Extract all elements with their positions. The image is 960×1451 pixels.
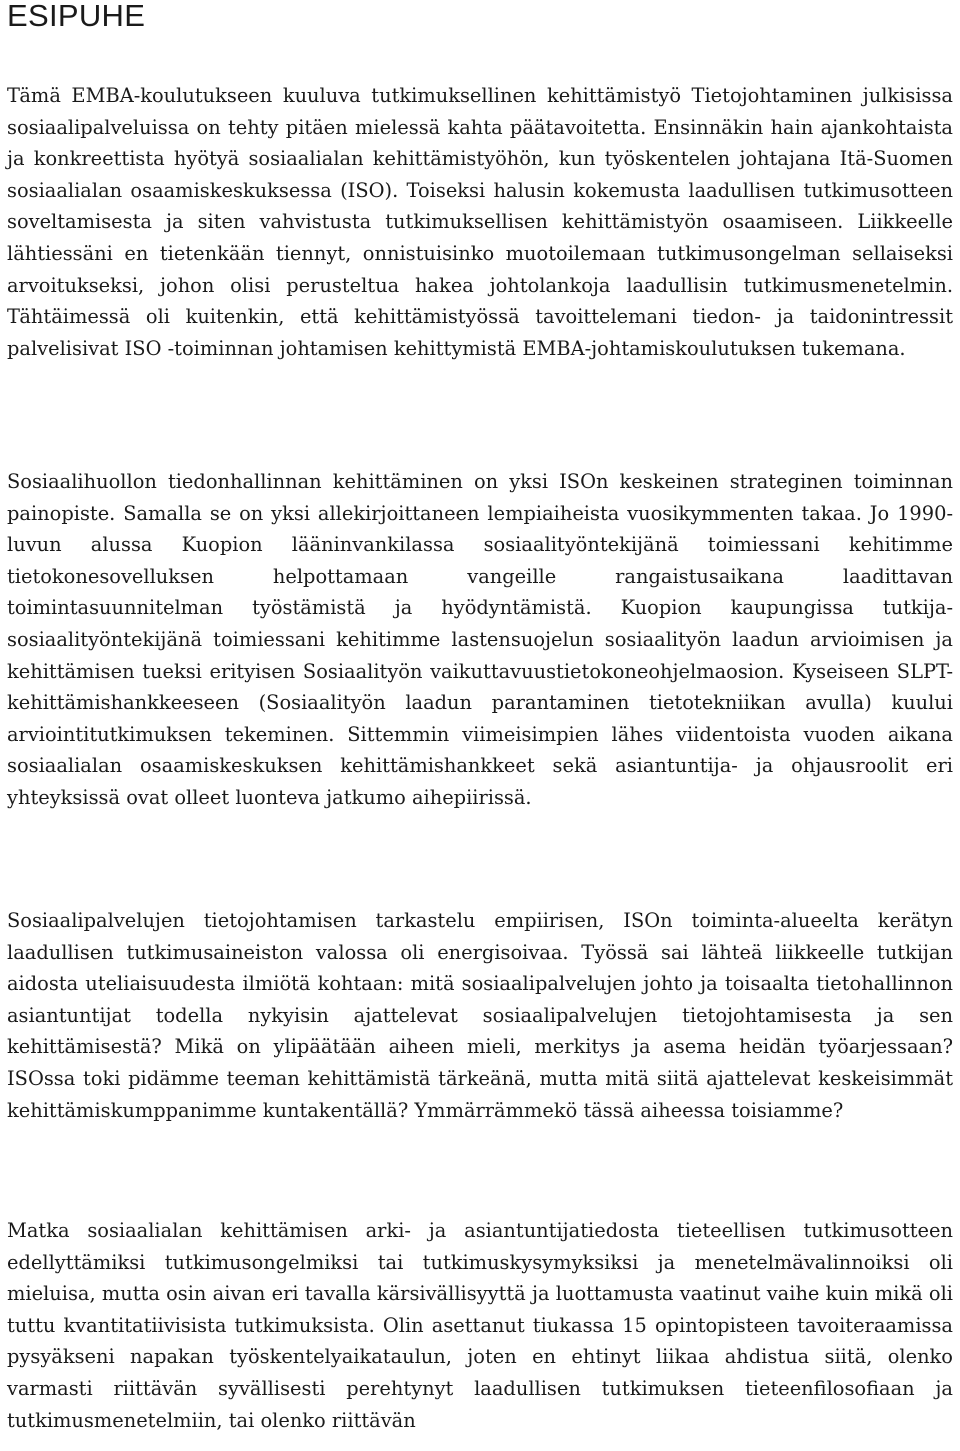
paragraph-research-journey: Matka sosiaalialan kehittämisen arki- ja asiantuntijatiedosta tieteellisen tutkimusotteen edellyttämiksi tutkimusongelmiksi tai tutkimuskysymyksiksi ja menetelmävalinnoiksi oli mieluisa, mutta osin aivan eri tavalla kärsivällisyyttä ja luottamusta vaatinut vaihe kuin mikä oli tuttu kvantitatiivisista tutkimuksista. Olin asettanut tiukassa 15 opintopisteen tavoiteraamissa pysyäkseni napakan työskentelyaikataulun, joten en ehtinyt liikaa ahdistua siitä, olenko varmasti riittävän syvällisesti perehtynyt laadullisen tutkimuksen tieteenfilosofiaan ja tutkimusmenetelmiin, tai olenko riittävän [7,1219,953,1432]
page-title: ESIPUHE [7,0,146,33]
paragraph-introduction: Tämä EMBA-koulutukseen kuuluva tutkimuksellinen kehittämistyö Tietojohtaminen julkisissa sosiaalipalveluissa on tehty pitäen mielessä kahta päätavoitetta. Ensinnäkin hain ajankohtaista ja konkreettista hyötyä sosiaalialan kehittämistyöhön, kun työskentelen johtajana Itä-Suomen sosiaalialan osaamiskeskuksessa (ISO). Toiseksi halusin kokemusta laadullisen tutkimusotteen soveltamisesta ja siten vahvistusta tutkimuksellisen kehittämistyön osaamiseen. Liikkeelle lähtiessäni en tietenkään tiennyt, onnistuisinko muotoilemaan tutkimusongelman sellaiseksi arvoitukseksi, johon olisi perusteltua hakea johtolankoja laadullisin tutkimusmenetelmin. Tähtäimessä oli kuitenkin, että kehittämistyössä tavoittelemani tiedon- ja taidonintressit palvelisivat ISO -toiminnan johtamisen kehittymistä EMBA-johtamiskoulutuksen tukemana. [7,84,953,360]
paragraph-background: Sosiaalihuollon tiedonhallinnan kehittäminen on yksi ISOn keskeinen strateginen toiminnan painopiste. Samalla se on yksi allekirjoittaneen lempiaiheista vuosikymmenten takaa. Jo 1990-luvun alussa Kuopion lääninvankilassa sosiaalityöntekijänä toimiessani kehitimme tietokonesovelluksen helpottamaan vangeille rangaistusaikana laadittavan toimintasuunnitelman työstämistä ja hyödyntämistä. Kuopion kaupungissa tutkija-sosiaalityöntekijänä toimiessani kehitimme lastensuojelun sosiaalityön laadun arvioimisen ja kehittämisen tueksi erityisen Sosiaalityön vaikuttavuustietokoneohjelmaosion. Kyseiseen SLPT-kehittämishankkeeseen (Sosiaalityön laadun parantaminen tietotekniikan avulla) kuului arviointitutkimuksen tekeminen. Sittemmin viimeisimpien lähes viidentoista vuoden aikana sosiaalialan osaamiskeskuksen kehittämishankkeet sekä asiantuntija- ja ohjausroolit eri yhteyksissä ovat olleet luonteva jatkumo aihepiirissä. [7,470,953,809]
paragraph-research-motivation: Sosiaalipalvelujen tietojohtamisen tarkastelu empiirisen, ISOn toiminta-alueelta kerätyn laadullisen tutkimusaineiston valossa oli energisoivaa. Työssä sai lähteä liikkeelle tutkijan aidosta uteliaisuudesta ilmiötä kohtaan: mitä sosiaalipalvelujen johto ja toisaalta tietohallinnon asiantuntijat todella nykyisin ajattelevat sosiaalipalvelujen tietojohtamisesta ja sen kehittämisestä? Mikä on ylipäätään aiheen mieli, merkitys ja asema heidän työarjessaan? ISOssa toki pidämme teeman kehittämistä tärkeänä, mutta mitä siitä ajattelevat keskeisimmät kehittämiskumppanimme kuntakentällä? Ymmärrämmekö tässä aiheessa toisiamme? [7,909,953,1122]
